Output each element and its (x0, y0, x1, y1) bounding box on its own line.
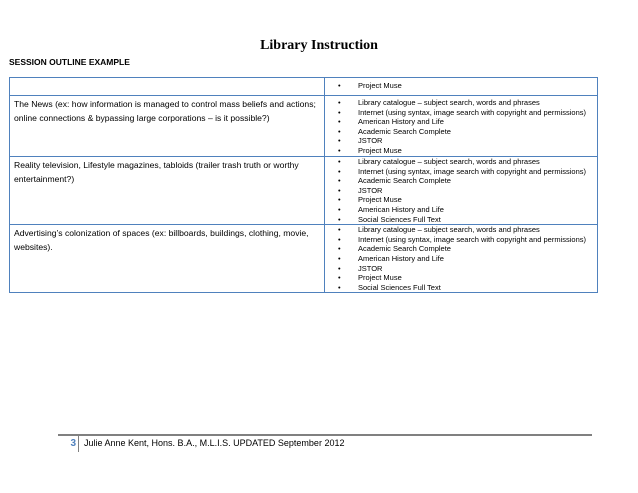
page-number: 3 (70, 438, 76, 449)
topic-cell (10, 78, 325, 96)
topic-cell: The News (ex: how information is managed to control mass beliefs and actions; online connections & bypassing large corporations – is it possible?) (10, 96, 325, 157)
resource-list-item (325, 244, 593, 254)
bullet-icon: • (338, 204, 341, 214)
resource-label: Project Muse (358, 145, 402, 155)
table-row (10, 157, 598, 225)
bullet-icon: • (338, 136, 341, 146)
bullet-icon: • (338, 176, 341, 186)
topic-cell: Advertising’s colonization of spaces (ex: billboards, buildings, clothing, movie, websites). (10, 225, 325, 293)
resource-list-item (325, 205, 593, 215)
resources-cell (325, 225, 598, 293)
resource-list-item (325, 195, 593, 205)
resources-cell (325, 157, 598, 225)
footer-text: Julie Anne Kent, Hons. B.A., M.L.I.S. UPDATED September 2012 (84, 438, 345, 448)
bullet-icon: • (338, 126, 341, 136)
resource-label: JSTOR (358, 185, 383, 195)
resource-label: Internet (using syntax, image search with copyright and permissions) (358, 234, 587, 244)
table-row (10, 96, 598, 157)
resource-list-item (325, 146, 593, 156)
section-subtitle: SESSION OUTLINE EXAMPLE (9, 57, 130, 67)
resource-label: JSTOR (358, 263, 383, 273)
resource-list-item (325, 215, 593, 225)
resource-list (325, 81, 593, 91)
footer-rule (58, 434, 592, 436)
resource-list-item (325, 273, 593, 283)
resources-cell (325, 96, 598, 157)
resource-label: American History and Life (358, 253, 444, 263)
resource-list-item (325, 264, 593, 274)
topic-cell: Reality television, Lifestyle magazines, tabloids (trailer trash truth or worthy entertainment?) (10, 157, 325, 225)
resource-list-item (325, 127, 593, 137)
resource-label: Project Muse (358, 273, 402, 283)
resource-label: Academic Search Complete (358, 176, 451, 186)
bullet-icon: • (338, 263, 341, 273)
table-row (10, 78, 598, 96)
resource-label: Project Muse (358, 81, 402, 90)
resource-label: Library catalogue – subject search, words and phrases (358, 98, 540, 107)
table-row (10, 225, 598, 293)
resource-label: Social Sciences Full Text (358, 282, 441, 292)
bullet-icon: • (338, 282, 341, 292)
resource-label: Academic Search Complete (358, 126, 451, 136)
resource-list-item (325, 98, 593, 108)
resource-list-item (325, 283, 593, 293)
resource-label: Social Sciences Full Text (358, 214, 441, 224)
resource-label: Project Muse (358, 195, 402, 205)
bullet-icon: • (338, 81, 341, 90)
resource-list-item (325, 167, 593, 177)
footer-separator (78, 436, 79, 452)
document-title: Library Instruction (260, 38, 378, 53)
resource-list-item (325, 117, 593, 127)
bullet-icon: • (338, 273, 341, 283)
bullet-icon: • (338, 145, 341, 155)
bullet-icon: • (338, 195, 341, 205)
resource-list-item (325, 157, 593, 167)
resource-list-item (325, 136, 593, 146)
bullet-icon: • (338, 117, 341, 127)
resources-cell (325, 78, 598, 96)
session-outline-table (9, 77, 598, 293)
bullet-icon: • (338, 214, 341, 224)
resource-list-item (325, 235, 593, 245)
resource-label: Library catalogue – subject search, words and phrases (358, 157, 540, 166)
resource-label: Internet (using syntax, image search with copyright and permissions) (358, 107, 587, 117)
bullet-icon: • (338, 107, 341, 117)
resource-list (325, 98, 593, 156)
resource-label: American History and Life (358, 204, 444, 214)
bullet-icon: • (338, 234, 341, 244)
resource-label: American History and Life (358, 117, 444, 127)
bullet-icon: • (338, 157, 341, 166)
bullet-icon: • (338, 166, 341, 176)
resource-list-item (325, 81, 593, 91)
bullet-icon: • (338, 253, 341, 263)
bullet-icon: • (338, 98, 341, 107)
resource-list (325, 157, 593, 224)
resource-list-item (325, 254, 593, 264)
resource-list-item (325, 186, 593, 196)
resource-label: Internet (using syntax, image search with copyright and permissions) (358, 166, 587, 176)
bullet-icon: • (338, 244, 341, 254)
resource-list (325, 225, 593, 292)
resource-list-item (325, 176, 593, 186)
resource-label: JSTOR (358, 136, 383, 146)
resource-list-item (325, 225, 593, 235)
bullet-icon: • (338, 225, 341, 235)
resource-label: Academic Search Complete (358, 244, 451, 254)
resource-label: Library catalogue – subject search, words and phrases (358, 225, 540, 235)
resource-list-item (325, 108, 593, 118)
bullet-icon: • (338, 185, 341, 195)
